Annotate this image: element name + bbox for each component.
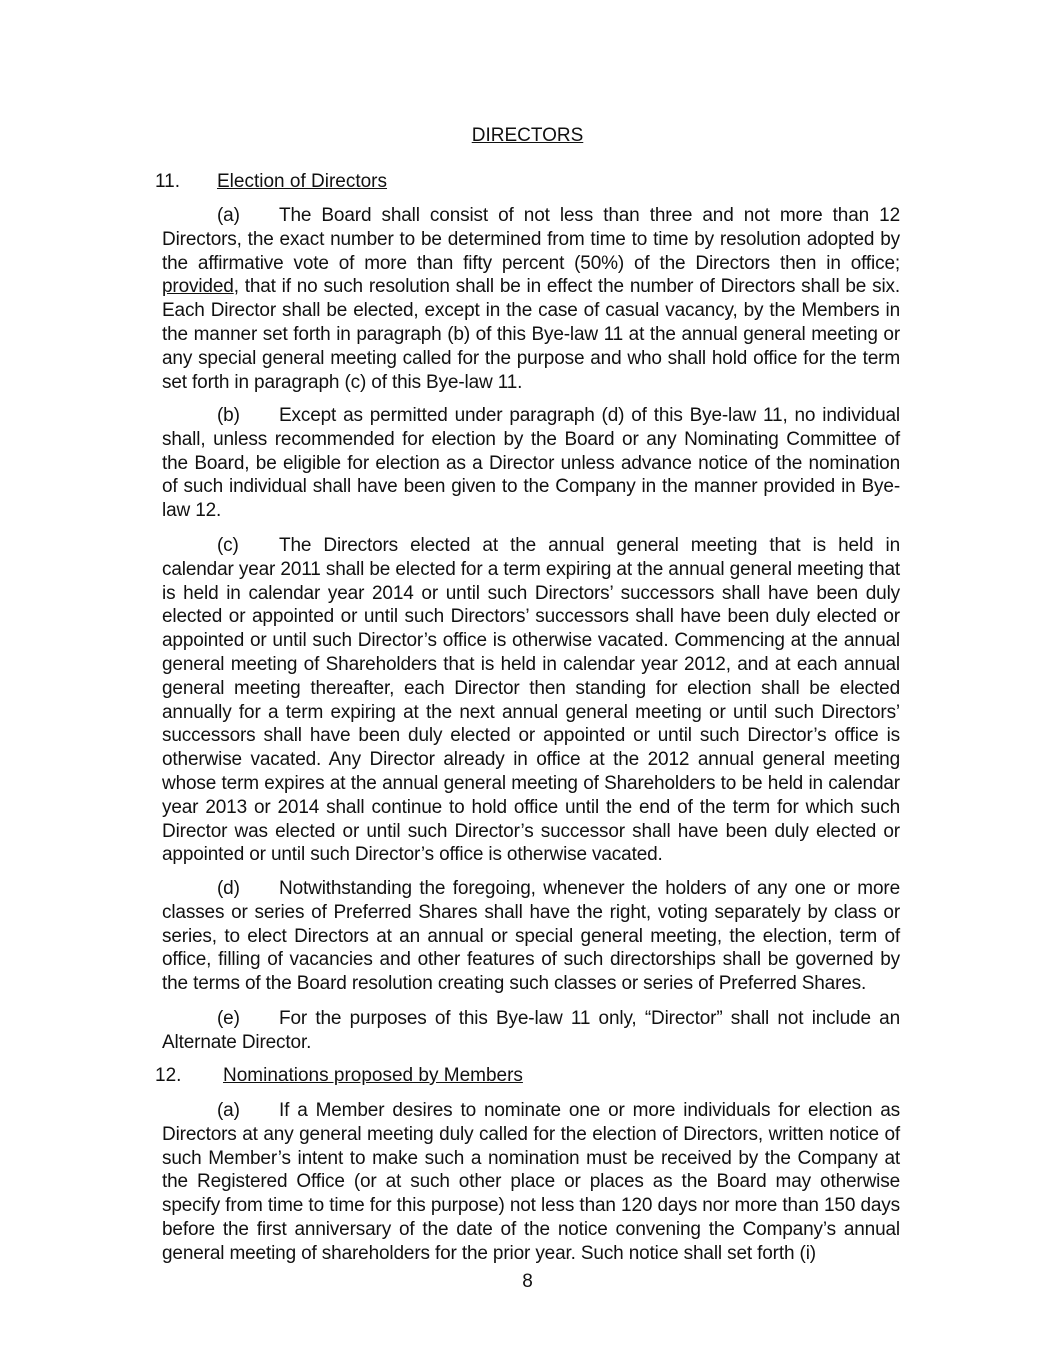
- paragraph-11e-label: (e): [217, 1008, 240, 1029]
- paragraph-11a-text-start: The Board shall consist of not less than three and not more than 12 Directors, the exact number to be determined from time to time by resolution adopted by the affirmative vote of more than fifty percent (50%) of the Directors then in office;: [162, 205, 900, 274]
- paragraph-11c: [162, 534, 900, 867]
- section-11-title: Election of Directors: [217, 171, 388, 192]
- section-12-number: 12.: [155, 1065, 182, 1086]
- paragraph-11b-label: (b): [217, 405, 240, 426]
- paragraph-11a-label: (a): [217, 205, 240, 226]
- paragraph-11b-text: Except as permitted under paragraph (d) of this Bye-law 11, no individual shall, unless recommended for election by the Board or any Nominating Committee of the Board, be eligible for election as a Director unless advance notice of the nomination of such individual shall have been given to the Company in the manner provided in Bye-law 12.: [162, 405, 900, 522]
- page-heading: [0, 124, 1055, 148]
- section-11-number: 11.: [155, 171, 181, 192]
- paragraph-11c-text: The Directors elected at the annual general meeting that is held in calendar year 2011 shall be elected for a term expiring at the annual general meeting that is held in calendar year 2014 or until such Directors’ successors shall have been duly elected or appointed or until such Directors’ successors shall have been duly elected or appointed or until such Director’s office is otherwise vacated. Commencing at the annual general meeting of Shareholders that is held in calendar year 2012, and at each annual general meeting thereafter, each Director then standing for election shall be elected annually for a term expiring at the next annual general meeting or until such Directors’ successors shall have been duly elected or appointed or until such Director’s office is otherwise vacated. Any Director already in office at the 2012 annual general meeting whose term expires at the annual general meeting of Shareholders to be held in calendar year 2013 or 2014 shall continue to hold office until the end of the term for which such Director was elected or until such Director’s successor shall have been duly elected or appointed or until such Director’s office is otherwise vacated.: [162, 535, 900, 866]
- paragraph-11d-label: (d): [217, 878, 240, 899]
- paragraph-11b: [162, 404, 900, 523]
- paragraph-11a: [162, 204, 900, 394]
- paragraph-11e: [162, 1007, 900, 1055]
- paragraph-12a-text: If a Member desires to nominate one or more individuals for election as Directors at any general meeting duly called for the election of Directors, written notice of such Member’s intent to make such a nomination must be received by the Company at the Registered Office (or at such other place or places as the Board may otherwise specify from time to time for this purpose) not less than 120 days nor more than 150 days before the first anniversary of the date of the notice convening the Company’s annual general meeting of shareholders for the prior year. Such notice shall set forth (i): [162, 1100, 900, 1264]
- paragraph-11d: [162, 877, 900, 996]
- paragraph-11e-text: For the purposes of this Bye-law 11 only, “Director” shall not include an Alternate Director.: [162, 1008, 900, 1053]
- paragraph-11d-text: Notwithstanding the foregoing, whenever the holders of any one or more classes or series of Preferred Shares shall have the right, voting separately by class or series, to elect Directors at an annual or special general meeting, the election, term of office, filling of vacancies and other features of such directorships shall be governed by the terms of the Board resolution creating such classes or series of Preferred Shares.: [162, 878, 900, 995]
- heading-text: DIRECTORS: [471, 125, 584, 146]
- section-11-header: [155, 170, 388, 194]
- paragraph-11a-provided: provided: [162, 276, 234, 298]
- paragraph-11a-text-end: , that if no such resolution shall be in effect the number of Directors shall be six. Each Director shall be elected, except in the case of casual vacancy, by the Members in the manner set forth in paragraph (b) of this Bye-law 11 at the annual general meeting or any special general meeting called for the purpose and who shall hold office for the term set forth in paragraph (c) of this Bye-law 11.: [162, 276, 900, 393]
- page-number: 8: [522, 1271, 533, 1292]
- paragraph-12a-label: (a): [217, 1100, 240, 1121]
- paragraph-11c-label: (c): [217, 535, 239, 556]
- section-12-title: Nominations proposed by Members: [223, 1065, 523, 1086]
- paragraph-12a: [162, 1099, 900, 1266]
- section-12-header: [155, 1064, 523, 1088]
